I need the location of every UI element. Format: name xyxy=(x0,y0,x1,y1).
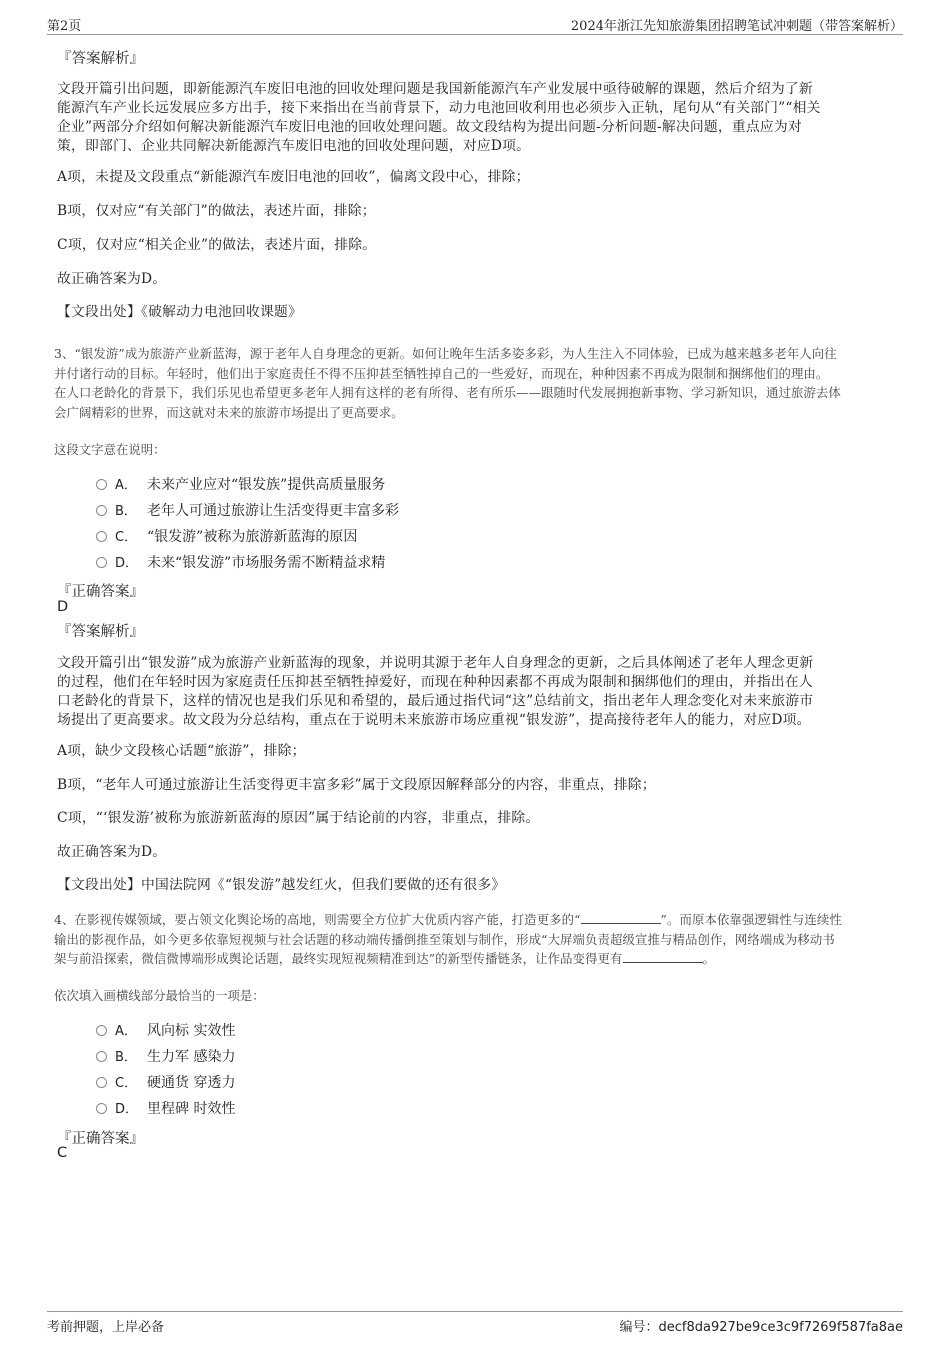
q4-stem-line: 输出的影视作品，如今更多依靠短视频与社会话题的移动端传播倒推至策划与制作，形成“大屏端负责超级宣推与精品创作，网络端成为移动书 xyxy=(54,931,835,947)
q3-analysis-line: 场提出了更高要求。故文段为分总结构，重点在于说明未来旅游市场应重视“银发游”，提高接待老年人的能力，对应D项。 xyxy=(57,712,811,728)
q2-analysis-line: 策，即部门、企业共同解决新能源汽车废旧电池的回收处理问题，对应D项。 xyxy=(57,138,531,154)
q2-option-b-note: B项，仅对应“有关部门”的做法，表述片面，排除； xyxy=(57,203,376,219)
q2-option-c-note: C项，仅对应“相关企业”的做法，表述片面，排除。 xyxy=(57,237,377,253)
q3-stem-line: 在人口老龄化的背景下，我们乐见也希望更多老年人拥有这样的老有所得、老有所乐——跟随时代发展拥抱新事物、学习新知识，通过旅游去体 xyxy=(54,385,841,401)
q3-analysis-line: 口老龄化的背景下，这样的情况也是我们乐见和希望的，最后通过指代词“这”总结前文，指出老年人理念变化对未来旅游市 xyxy=(57,693,814,709)
q3-option-d[interactable]: D． 未来“银发游”市场服务需不断精益求精 xyxy=(96,552,385,574)
q3-source: 【文段出处】中国法院网《“银发游”越发红火，但我们要做的还有很多》 xyxy=(57,877,506,893)
answer-blank xyxy=(623,952,703,963)
q4-option-d[interactable]: D． 里程碑 时效性 xyxy=(96,1098,235,1120)
q3-option-c-note: C项，“‘银发游’被称为旅游新蓝海的原因”属于结论前的内容，非重点，排除。 xyxy=(57,810,540,826)
q3-correct-answer: D xyxy=(57,599,69,615)
q3-analysis xyxy=(57,654,895,730)
q3-option-b-note: B项，“老年人可通过旅游让生活变得更丰富多彩”属于文段原因解释部分的内容，非重点，排除； xyxy=(57,777,656,793)
q3-analysis-line: 文段开篇引出“银发游”成为旅游产业新蓝海的现象，并说明其源于老年人自身理念的更新，之后具体阐述了老年人理念更新 xyxy=(57,655,814,671)
footer-slogan: 考前押题，上岸必备 xyxy=(47,1320,165,1335)
q4-stem xyxy=(54,910,899,969)
q3-option-a-note: A项，缺少文段核心话题“旅游”，排除； xyxy=(57,743,306,759)
q4-option-b[interactable]: B． 生力军 感染力 xyxy=(96,1046,235,1068)
document-code: 编号：decf8da927be9ce3c9f7269f587fa8ae xyxy=(619,1320,903,1335)
answer-blank xyxy=(581,913,661,924)
radio-icon[interactable] xyxy=(96,505,107,516)
radio-icon[interactable] xyxy=(96,557,107,568)
q4-stem-line: 4、在影视传媒领域，要占领文化舆论场的高地，则需要全方位扩大优质内容产能，打造更多的“ ”。而原本依靠强逻辑性与连续性 xyxy=(54,912,842,927)
radio-icon[interactable] xyxy=(96,479,107,490)
q3-stem-line: 3、“银发游”成为旅游产业新蓝海，源于老年人自身理念的更新。如何让晚年生活多姿多彩，为人生注入不同体验，已成为越来越多老年人向往 xyxy=(54,346,837,361)
q3-stem-line: 并付诸行动的目标。年轻时，他们出于家庭责任不得不压抑甚至牺牲掉自己的一些爱好，而现在，种种因素不再成为限制和捆绑他们的理由。 xyxy=(54,365,829,381)
q3-analysis-line: 的过程，他们在年轻时因为家庭责任压抑甚至牺牲掉爱好，而现在种种因素都不再成为限制和捆绑他们的理由，并指出在人 xyxy=(57,674,813,690)
radio-icon[interactable] xyxy=(96,1077,107,1088)
radio-icon[interactable] xyxy=(96,1051,107,1062)
radio-icon[interactable] xyxy=(96,1103,107,1114)
q4-stem-line: 架与前沿探索，微信微博端形成舆论话题，最终实现短视频精准到达”的新型传播链条，让作品变得更有 。 xyxy=(54,951,716,967)
q3-stem-line: 会广阔精彩的世界，而这就对未来的旅游市场提出了更高要求。 xyxy=(54,404,404,420)
q3-conclusion: 故正确答案为D。 xyxy=(57,844,167,860)
page-footer xyxy=(47,1311,903,1334)
q3-option-b[interactable]: B． 老年人可通过旅游让生活变得更丰富多彩 xyxy=(96,500,399,522)
q2-option-a-note: A项，未提及文段重点“新能源汽车废旧电池的回收”，偏离文段中心，排除； xyxy=(57,169,530,185)
q4-correct-answer: C xyxy=(57,1145,68,1161)
q2-analysis xyxy=(57,80,895,156)
q4-option-a[interactable]: A． 风向标 实效性 xyxy=(96,1020,235,1042)
document-title: 2024年浙江先知旅游集团招聘笔试冲刺题（带答案解析） xyxy=(570,19,903,34)
q3-option-c[interactable]: C． “银发游”被称为旅游新蓝海的原因 xyxy=(96,526,357,548)
q4-correct-label: 『正确答案』 xyxy=(57,1131,144,1147)
q2-analysis-line: 企业”两部分介绍如何解决新能源汽车废旧电池的回收处理问题。故文段结构为提出问题-分析问题-解决问题，重点应为对 xyxy=(57,119,802,135)
q2-analysis-line: 能源汽车产业长远发展应多方出手，接下来指出在当前背景下，动力电池回收利用也必须步入正轨，尾句从“有关部门”“相关 xyxy=(57,100,821,116)
q2-source: 【文段出处】《破解动力电池回收课题》 xyxy=(57,304,303,320)
q2-analysis-label: 『答案解析』 xyxy=(57,51,144,67)
page-header xyxy=(47,12,903,35)
q2-analysis-line: 文段开篇引出问题，即新能源汽车废旧电池的回收处理问题是我国新能源汽车产业发展中亟待破解的课题，然后介绍为了新 xyxy=(57,81,813,97)
radio-icon[interactable] xyxy=(96,531,107,542)
q3-ask: 这段文字意在说明： xyxy=(54,442,166,457)
page-number: 第2页 xyxy=(47,19,82,34)
q2-conclusion: 故正确答案为D。 xyxy=(57,271,167,287)
q4-ask: 依次填入画横线部分最恰当的一项是： xyxy=(54,988,265,1003)
q3-analysis-label: 『答案解析』 xyxy=(57,624,144,640)
q4-option-c[interactable]: C． 硬通货 穿透力 xyxy=(96,1072,235,1094)
q3-correct-label: 『正确答案』 xyxy=(57,584,144,600)
q3-stem xyxy=(54,344,899,422)
radio-icon[interactable] xyxy=(96,1025,107,1036)
q3-option-a[interactable]: A． 未来产业应对“银发族”提供高质量服务 xyxy=(96,474,385,496)
